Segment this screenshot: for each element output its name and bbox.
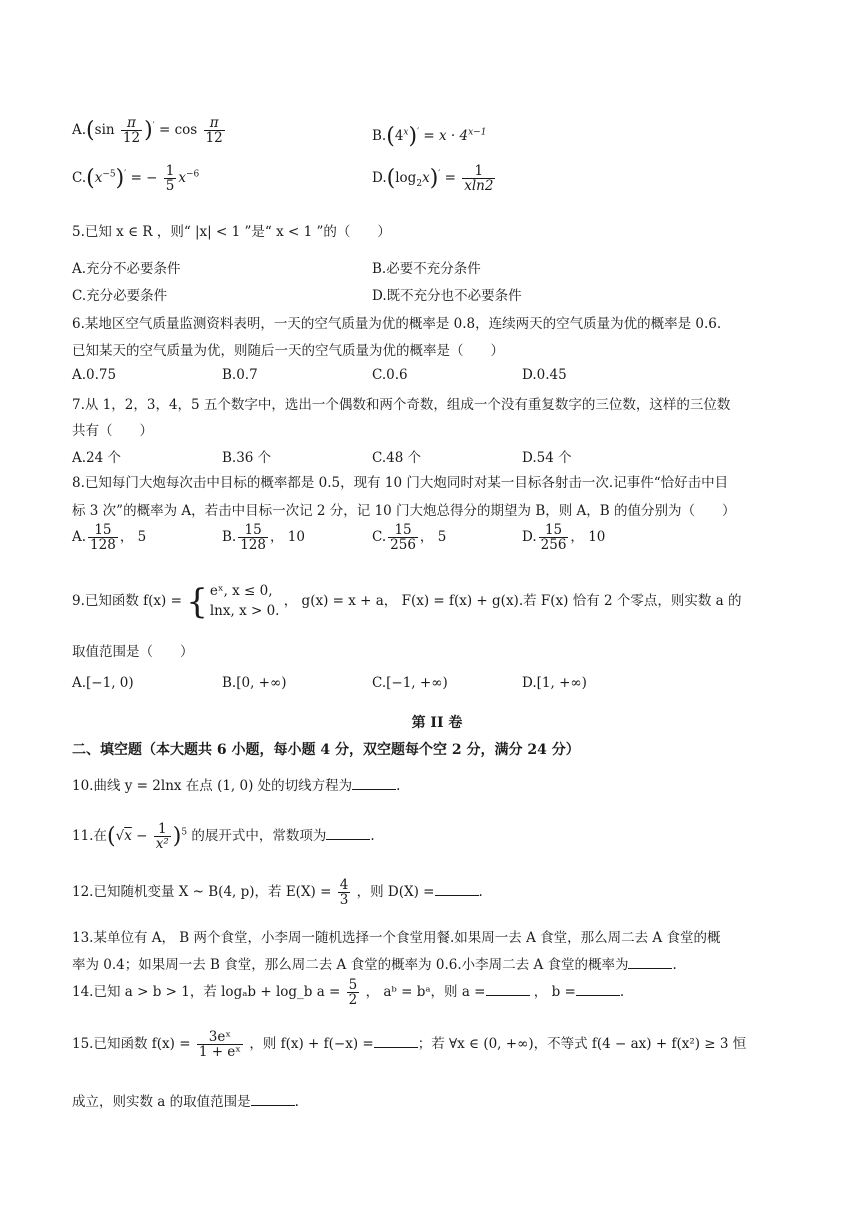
q5-option-d: D.既不充分也不必要条件 — [372, 288, 522, 304]
q15-answer-blank-1 — [374, 1033, 418, 1048]
q9-stem-line1: 9.已知函数 f(x) = { eˣ, x ≤ 0, lnx, x > 0. ， g(x) = x + a， F(x) = f(x) + g(x).若 F(x) 恰有 2 个零点，则实数 a 的 — [72, 581, 742, 622]
q5-option-b: B.必要不充分条件 — [372, 261, 481, 277]
q9-option-d: D.[1, +∞) — [522, 675, 587, 691]
q9-option-b: B.[0, +∞) — [222, 675, 287, 691]
q6-stem-line2: 已知某天的空气质量为优，则随后一天的空气质量为优的概率是（ ） — [72, 343, 504, 359]
q8-stem-line2: 标 3 次”的概率为 A，若击中目标一次记 2 分，记 10 门大炮总得分的期望为 B，则 A，B 的值分别为（ ） — [72, 503, 736, 519]
q8-option-b: B. $\frac{15}{128}$ ， 10 — [222, 522, 305, 554]
q9-option-c: C.[−1, +∞) — [372, 675, 448, 691]
q15-line2: 成立，则实数 a 的取值范围是 . — [72, 1090, 802, 1110]
q9-stem-line2: 取值范围是（ ） — [72, 644, 194, 660]
q15-line1: 15.已知函数 f(x) = $\frac{\text{3eˣ}}{\text{1 + eˣ}}$ ，则 f(x) + f(−x) = ；若 ∀x ∈ (0, +∞)，不等式 f(4 − ax) + f(x²) ≥ 3 恒 — [72, 1029, 747, 1061]
q5-option-c: C.充分必要条件 — [72, 288, 168, 304]
q5-stem: 5.已知 x ∈ R ，则“ |x| < 1 ”是“ x < 1 ”的（ ） — [72, 224, 391, 240]
q12: 12.已知随机变量 X ~ B(4, p)，若 E(X) = $\frac{4}{3}$ ，则 D(X) = . — [72, 877, 483, 909]
q7-option-a: A.24 个 — [72, 450, 122, 466]
q8-option-d: D. $\frac{15}{256}$ ， 10 — [522, 522, 606, 554]
q13-line2: 率为 0.4；如果周一去 B 食堂，那么周二去 A 食堂的概率为 0.6.小李周二去 A 食堂的概率为 . — [72, 953, 802, 973]
section-heading: 二、填空题（本大题共 6 小题，每小题 4 分，双空题每个空 2 分，满分 24 分） — [72, 742, 580, 758]
q11-answer-blank — [326, 825, 370, 840]
q6-option-a: A.0.75 — [72, 367, 117, 383]
q9-option-a: A.[−1, 0) — [72, 675, 134, 691]
q7-option-d: D.54 个 — [522, 450, 572, 466]
q4-option-b: $B.(4^x)' = x \cdot 4^{x-1}$ — [372, 124, 487, 149]
section-title: 第 II 卷 — [411, 715, 463, 731]
q7-stem-line1: 7.从 1，2，3，4，5 五个数字中，选出一个偶数和两个奇数，组成一个没有重复数字的三位数，这样的三位数 — [72, 397, 731, 413]
q13-answer-blank — [628, 954, 672, 969]
q14: 14.已知 a > b > 1，若 logₐb + log_b a = $\frac{5}{2}$ ， aᵇ = bᵃ，则 a = ， b = . — [72, 977, 625, 1009]
q8-option-c: C. $\frac{15}{256}$ ， 5 — [372, 522, 447, 554]
q14-answer-blank-a — [486, 981, 530, 996]
q11: 11.在(√x − $\frac{1}{\text{x²}}$ )$^5$ 的展开式中，常数项为 . — [72, 821, 375, 853]
q7-option-b: B.36 个 — [222, 450, 272, 466]
q6-option-c: C.0.6 — [372, 367, 408, 383]
q12-answer-blank — [435, 881, 479, 896]
q10: 10.曲线 y = 2lnx 在点 (1, 0) 处的切线方程为 . — [72, 774, 802, 794]
q8-option-a: A. $\frac{15}{128}$ ， 5 — [72, 522, 147, 554]
q6-option-d: D.0.45 — [522, 367, 567, 383]
q10-answer-blank — [352, 775, 396, 790]
q4-option-a: A.(sin $\frac{\pi}{12}$ )′ = cos $\frac{\pi}{12}$ — [72, 115, 223, 147]
q13-line1: 13.某单位有 A， B 两个食堂，小李周一随机选择一个食堂用餐.如果周一去 A 食堂，那么周二去 A 食堂的概 — [72, 930, 721, 946]
q6-stem-line1: 6.某地区空气质量监测资料表明，一天的空气质量为优的概率是 0.8，连续两天的空气质量为优的概率是 0.6. — [72, 316, 722, 332]
q8-stem-line1: 8.已知每门大炮每次击中目标的概率都是 0.5，现有 10 门大炮同时对某一目标各射击一次.记事件“恰好击中目 — [72, 475, 729, 491]
q6-option-b: B.0.7 — [222, 367, 258, 383]
q15-answer-blank-2 — [251, 1091, 295, 1106]
q5-option-a: A.充分不必要条件 — [72, 261, 181, 277]
q4-option-c: $C.(x^{-5})'$ = − $\frac{1}{5}$ $x^{-6}$ — [72, 163, 200, 195]
q14-answer-blank-b — [576, 981, 620, 996]
q7-option-c: C.48 个 — [372, 450, 422, 466]
q7-stem-line2: 共有（ ） — [72, 423, 153, 439]
q4-option-d: $D.(\log_2x)'$ = $\frac{1}{xln2}$ — [372, 163, 494, 195]
